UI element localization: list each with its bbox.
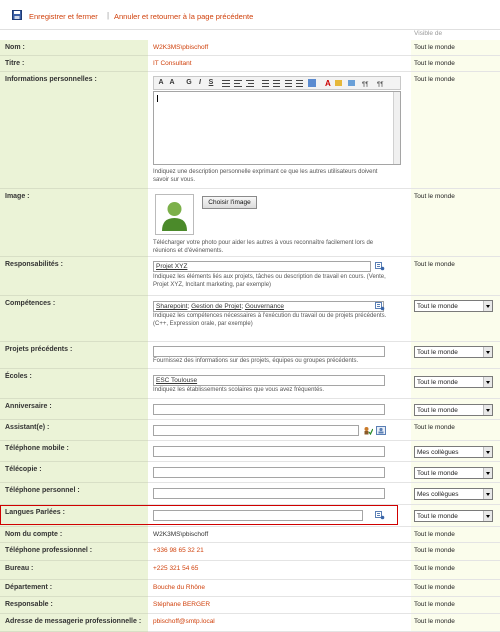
svg-text:A: A <box>325 79 331 88</box>
field-label: Responsabilités : <box>5 261 63 268</box>
visibility-value: Tout le monde <box>414 261 455 268</box>
responsibilities-help: Indiquez les éléments liés aux projets, tâches ou description de travail en cours. (Vente, Projet XYZ, Incitant marketing, par exemple) <box>153 274 386 288</box>
toolbar-separator: | <box>107 11 110 20</box>
account-login-value: W2K3MS\pbischoff <box>153 531 209 538</box>
row-competences <box>0 296 500 342</box>
past-projects-input[interactable] <box>153 346 385 357</box>
tag-separator: ; <box>241 303 245 310</box>
department-value: Bouche du Rhône <box>153 584 206 591</box>
visibility-value: Tout le monde <box>414 547 455 554</box>
select-value: Mes collègues <box>417 491 459 498</box>
account-name-value: W2K3MS\pbischoff <box>153 44 209 51</box>
check-names-icon[interactable] <box>363 426 373 435</box>
fax-input[interactable] <box>153 467 385 478</box>
responsibility-tag: Projet XYZ <box>156 263 188 270</box>
rich-text-toolbar <box>153 76 401 90</box>
chevron-down-icon <box>483 301 492 311</box>
home-phone-input[interactable] <box>153 488 385 499</box>
user-photo-icon <box>155 194 194 235</box>
field-label: Téléphone personnel : <box>5 487 80 494</box>
row-bureau <box>0 561 500 580</box>
chevron-down-icon <box>483 489 492 499</box>
field-label: Projets précédents : <box>5 346 73 353</box>
select-value: Tout le monde <box>417 470 458 477</box>
field-label: Titre : <box>5 60 25 67</box>
save-icon[interactable] <box>12 10 22 20</box>
field-label: Téléphone mobile : <box>5 445 69 452</box>
chevron-down-icon <box>483 511 492 521</box>
visibility-column-header: Visible de <box>414 30 443 37</box>
row-projets-precedents <box>0 342 500 369</box>
assistant-input[interactable] <box>153 425 359 436</box>
field-label: Compétences : <box>5 300 56 307</box>
schools-input[interactable] <box>153 375 385 386</box>
image-help: Télécharger votre photo pour aider les autres à vous reconnaître facilement lors de réunions et d'événements. <box>153 240 374 254</box>
select-value: Tout le monde <box>417 513 458 520</box>
skill-tag: Gouvernance <box>244 303 284 310</box>
svg-text:¶¶: ¶¶ <box>377 82 384 88</box>
field-label: Langues Parlées : <box>5 509 65 516</box>
birthday-input[interactable] <box>153 404 385 415</box>
field-label: Nom du compte : <box>5 531 63 538</box>
visibility-value: Tout le monde <box>414 60 455 67</box>
row-responsable <box>0 597 500 614</box>
font-size-button[interactable]: A <box>169 79 175 86</box>
cancel-and-return-link[interactable]: Annuler et retourner à la page précédente <box>114 12 254 21</box>
visibility-select[interactable] <box>414 346 493 358</box>
field-label: Bureau : <box>5 565 34 572</box>
choose-image-button[interactable]: Choisir l'image <box>202 196 257 209</box>
font-color-button[interactable]: A <box>158 79 164 86</box>
save-and-close-link[interactable]: Enregistrer et fermer <box>29 12 98 21</box>
field-label: Département : <box>5 584 53 591</box>
visibility-value: Tout le monde <box>414 584 455 591</box>
chevron-down-icon <box>483 447 492 457</box>
work-phone-value: +336 98 65 32 21 <box>153 547 204 554</box>
tag-separator: ; <box>187 303 192 310</box>
row-informations-personnelles <box>0 72 500 189</box>
responsibilities-input[interactable] <box>153 261 371 272</box>
row-nom <box>0 40 500 56</box>
select-value: Tout le monde <box>417 349 458 356</box>
formatting-icons[interactable] <box>222 79 392 88</box>
skills-input[interactable] <box>153 301 384 312</box>
select-value: Tout le monde <box>417 303 458 310</box>
work-email-value: pbischoff@smtp.local <box>153 618 215 625</box>
chevron-down-icon <box>483 405 492 415</box>
field-label: Adresse de messagerie professionnelle : <box>5 618 142 625</box>
chevron-down-icon <box>483 377 492 387</box>
row-telecopie <box>0 462 500 483</box>
row-adresse-messagerie <box>0 614 500 632</box>
row-nom-du-compte <box>0 527 500 543</box>
personal-info-editor[interactable] <box>153 91 401 165</box>
field-label: Télécopie : <box>5 466 42 473</box>
row-telephone-mobile <box>0 441 500 462</box>
mobile-phone-input[interactable] <box>153 446 385 457</box>
text-caret <box>157 95 158 102</box>
visibility-value: Tout le monde <box>414 601 455 608</box>
row-assistant <box>0 420 500 441</box>
visibility-value: Tout le monde <box>414 424 455 431</box>
field-label: Téléphone professionnel : <box>5 547 93 554</box>
highlight-box <box>0 505 398 525</box>
skills-help: Indiquez les compétences nécessaires à l'exécution du travail ou de projets précédents. (C++, Expression orale, par exemple) <box>153 313 387 327</box>
skill-tag: Sharepoint <box>156 303 188 310</box>
browse-terms-icon[interactable] <box>375 262 385 271</box>
field-label: Anniversaire : <box>5 403 52 410</box>
visibility-value: Tout le monde <box>414 618 455 625</box>
chevron-down-icon <box>483 468 492 478</box>
field-label: Image : <box>5 193 30 200</box>
title-value: IT Consultant <box>153 60 192 67</box>
select-value: Tout le monde <box>417 407 458 414</box>
italic-button[interactable]: I <box>199 79 201 86</box>
visibility-value: Tout le monde <box>414 193 455 200</box>
row-anniversaire <box>0 399 500 420</box>
row-titre <box>0 56 500 72</box>
select-value: Tout le monde <box>417 379 458 386</box>
form-toolbar <box>0 0 500 30</box>
visibility-select[interactable] <box>414 300 493 312</box>
svg-text:¶¶: ¶¶ <box>362 82 369 88</box>
skill-tag: Gestion de Projet <box>191 303 242 310</box>
field-label: Informations personnelles : <box>5 76 97 83</box>
personal-info-help: Indiquez une description personnelle exprimant ce que les autres utilisateurs doivent savoir sur vous. <box>153 169 378 183</box>
address-book-icon[interactable] <box>376 426 386 435</box>
visibility-value: Tout le monde <box>414 565 455 572</box>
row-telephone-professionnel <box>0 543 500 561</box>
visibility-select[interactable] <box>414 488 493 500</box>
visibility-value: Tout le monde <box>414 44 455 51</box>
visibility-select[interactable] <box>414 510 493 522</box>
visibility-value: Tout le monde <box>414 76 455 83</box>
row-responsabilites <box>0 257 500 296</box>
past-projects-help: Fournissez des informations sur des projets, équipes ou groupes précédents. <box>153 358 359 364</box>
visibility-select[interactable] <box>414 376 493 388</box>
browse-terms-icon[interactable] <box>375 302 385 311</box>
row-image <box>0 189 500 257</box>
visibility-value: Tout le monde <box>414 531 455 538</box>
field-label: Assistant(e) : <box>5 424 50 431</box>
visibility-select[interactable] <box>414 404 493 416</box>
select-value: Mes collègues <box>417 449 459 456</box>
office-value: +225 321 54 65 <box>153 565 199 572</box>
field-label: Écoles : <box>5 373 32 380</box>
field-label: Responsable : <box>5 601 53 608</box>
row-departement <box>0 580 500 597</box>
bold-button[interactable]: G <box>186 79 192 86</box>
schools-help: Indiquez les établissements scolaires que vous avez fréquentés. <box>153 387 325 393</box>
manager-value: Stéphane BERGER <box>153 601 211 608</box>
field-label: Nom : <box>5 44 25 51</box>
row-ecoles <box>0 369 500 399</box>
underline-button[interactable]: S <box>208 79 214 86</box>
school-tag: ESC Toulouse <box>156 377 198 384</box>
editor-scrollbar[interactable] <box>393 92 400 164</box>
chevron-down-icon <box>483 347 492 357</box>
visibility-select[interactable] <box>414 467 493 479</box>
visibility-select[interactable] <box>414 446 493 458</box>
row-telephone-personnel <box>0 483 500 505</box>
